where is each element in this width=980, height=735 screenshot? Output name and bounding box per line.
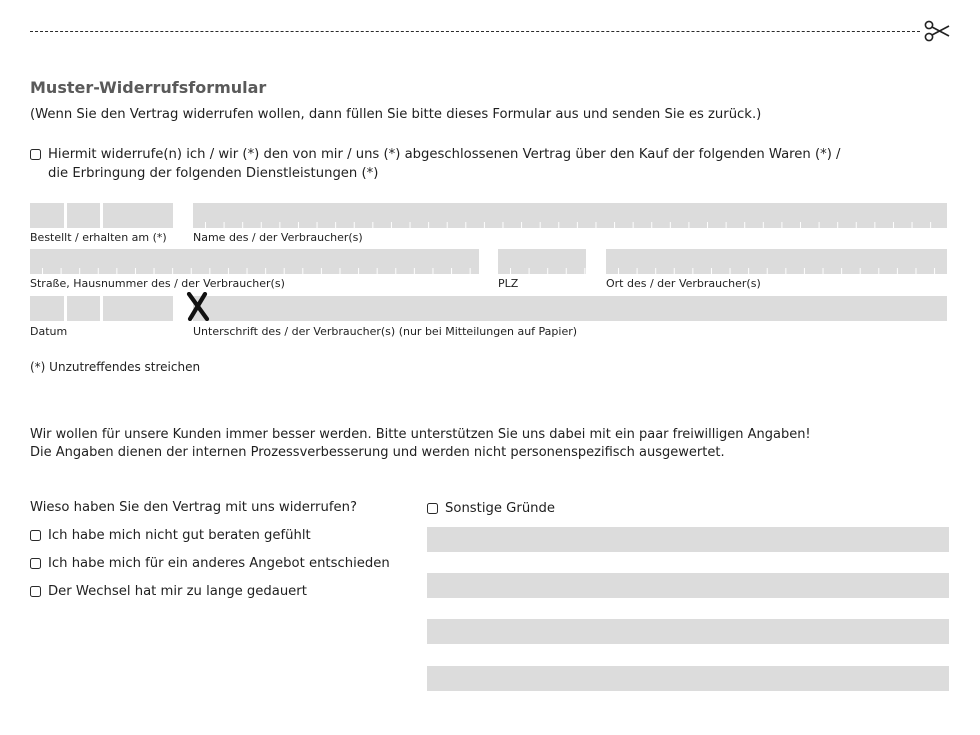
ordered-date-label: Bestellt / erhalten am (*)	[30, 231, 167, 244]
statement-text	[48, 145, 840, 183]
option-label-not-well-advised: Ich habe mich nicht gut beraten gefühlt	[48, 528, 311, 543]
signature-label: Unterschrift des / der Verbraucher(s) (nur bei Mitteilungen auf Papier)	[193, 325, 578, 338]
form-intro: (Wenn Sie den Vertrag widerrufen wollen, dann füllen Sie bitte dieses Formular aus und senden Sie es zurück.)	[30, 107, 762, 122]
statement-checkbox[interactable]	[30, 149, 41, 160]
footnote: (*) Unzutreffendes streichen	[30, 360, 201, 374]
city-label: Ort des / der Verbraucher(s)	[606, 277, 761, 290]
date-segment-month	[67, 203, 100, 228]
other-reasons-line-3[interactable]	[427, 619, 949, 644]
other-reasons-line-2[interactable]	[427, 573, 949, 598]
survey-intro	[30, 426, 811, 462]
survey-intro-line-2: Die Angaben dienen der internen Prozessverbesserung und werden nicht personenspezifisch ausgewertet.	[30, 445, 725, 460]
option-checkbox-not-well-advised[interactable]	[30, 530, 41, 541]
date-segment-day	[30, 296, 64, 321]
survey-intro-line-1: Wir wollen für unsere Kunden immer besser werden. Bitte unterstützen Sie uns dabei mit ein paar freiwilligen Angaben!	[30, 427, 811, 442]
cut-line	[30, 31, 920, 32]
option-checkbox-other-offer[interactable]	[30, 558, 41, 569]
date-field[interactable]	[30, 296, 173, 321]
option-label-too-long: Der Wechsel hat mir zu lange gedauert	[48, 584, 307, 599]
survey-question: Wieso haben Sie den Vertrag mit uns widerrufen?	[30, 500, 357, 515]
signature-field[interactable]	[193, 296, 947, 321]
other-reasons-line-1[interactable]	[427, 527, 949, 552]
signature-x-icon	[186, 292, 210, 321]
city-field[interactable]	[606, 249, 947, 274]
option-checkbox-other-reasons[interactable]	[427, 503, 438, 514]
street-field[interactable]	[30, 249, 479, 274]
option-label-other-reasons: Sonstige Gründe	[445, 501, 556, 516]
name-label: Name des / der Verbraucher(s)	[193, 231, 363, 244]
date-segment-month	[67, 296, 100, 321]
statement-line-2: die Erbringung der folgenden Dienstleistungen (*)	[48, 166, 379, 181]
statement-line-1: Hiermit widerrufe(n) ich / wir (*) den von mir / uns (*) abgeschlossenen Vertrag über den Kauf der folgenden Waren (*) /	[48, 147, 841, 162]
name-field[interactable]	[193, 203, 947, 228]
ordered-date-field[interactable]	[30, 203, 173, 228]
date-segment-year	[103, 203, 173, 228]
zip-label: PLZ	[498, 277, 519, 290]
date-segment-day	[30, 203, 64, 228]
other-reasons-line-4[interactable]	[427, 666, 949, 691]
scissors-icon	[924, 20, 950, 42]
option-label-other-offer: Ich habe mich für ein anderes Angebot entschieden	[48, 556, 390, 571]
form-title: Muster-Widerrufsformular	[30, 78, 267, 97]
date-label: Datum	[30, 325, 68, 338]
option-checkbox-too-long[interactable]	[30, 586, 41, 597]
zip-field[interactable]	[498, 249, 586, 274]
street-label: Straße, Hausnummer des / der Verbraucher(s)	[30, 277, 285, 290]
date-segment-year	[103, 296, 173, 321]
